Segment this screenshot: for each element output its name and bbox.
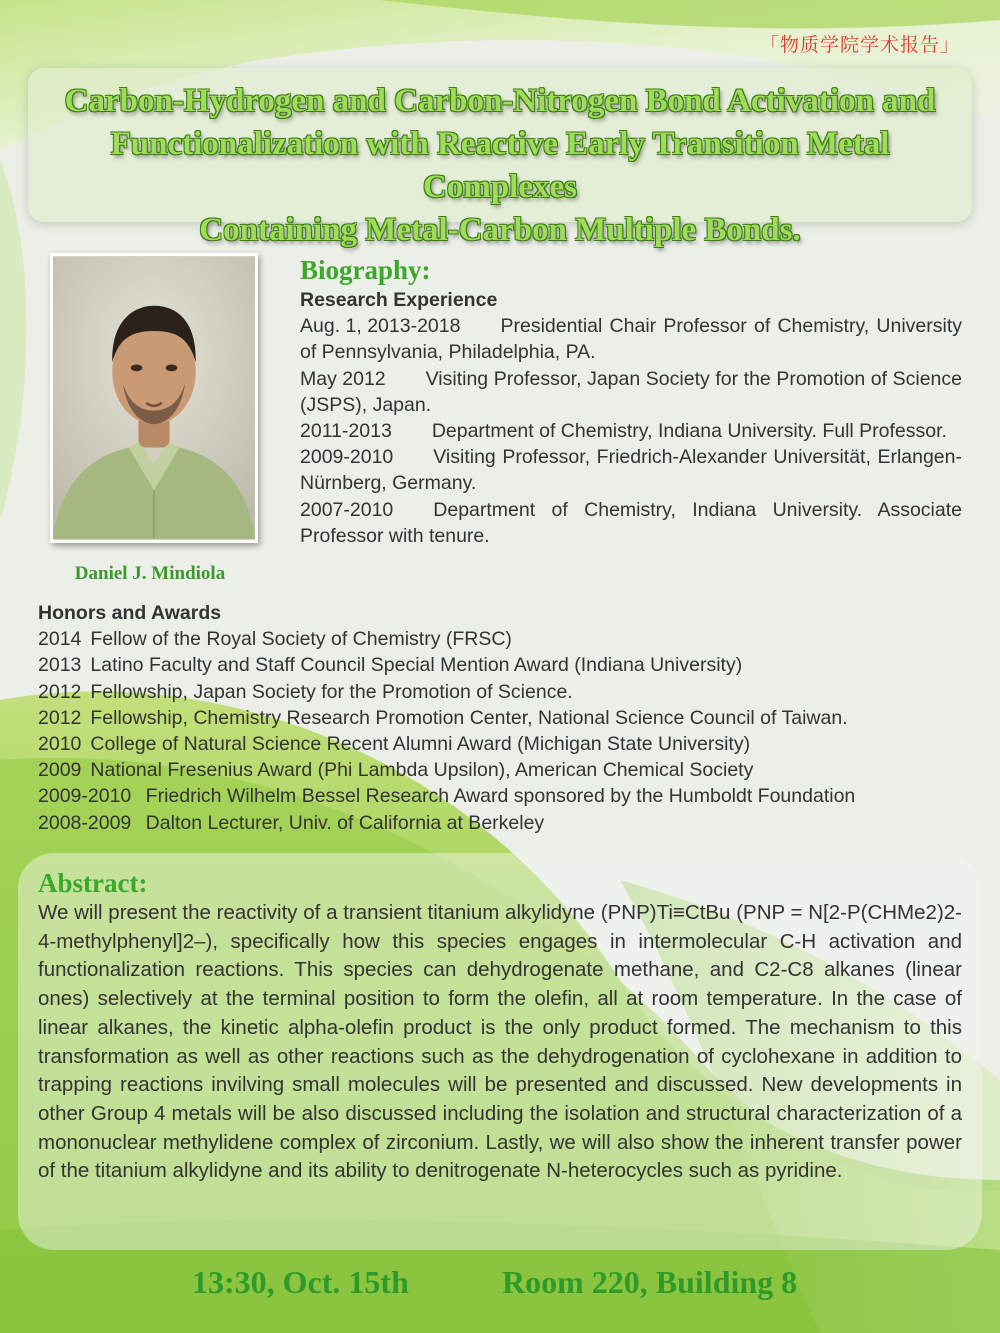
speaker-photo — [50, 253, 258, 543]
experience-date: 2009-2010 — [300, 446, 394, 469]
talk-title-line: Functionalization with Reactive Early Transition Metal Complexes — [110, 126, 890, 205]
award-item — [38, 783, 968, 809]
honors-heading: Honors and Awards — [38, 602, 222, 624]
award-year: 2009-2010 — [38, 785, 132, 808]
award-item — [38, 626, 968, 652]
abstract-heading: Abstract: — [38, 868, 148, 898]
award-text: Fellow of the Royal Society of Chemistry (FRSC) — [90, 628, 512, 651]
speaker-portrait-image — [53, 256, 255, 540]
award-year: 2012 — [38, 706, 82, 729]
experience-entry — [300, 366, 962, 418]
award-text: Fellowship, Chemistry Research Promotion Center, National Science Council of Taiwan. — [90, 706, 848, 729]
award-item — [38, 679, 968, 705]
experience-entry — [300, 497, 962, 549]
award-item — [38, 652, 968, 678]
award-item — [38, 810, 968, 836]
experience-date: 2011-2013 — [300, 420, 392, 443]
research-experience-heading: Research Experience — [300, 289, 498, 311]
speaker-name: Daniel J. Mindiola — [74, 563, 226, 584]
award-year: 2013 — [38, 654, 82, 677]
award-text: Dalton Lecturer, Univ. of California at Berkeley — [140, 811, 545, 834]
research-experience-section — [300, 287, 962, 549]
biography-heading: Biography: — [300, 255, 431, 285]
event-location: Room 220, Building 8 — [502, 1264, 798, 1300]
award-year: 2014 — [38, 628, 82, 651]
experience-text: Visiting Professor, Japan Society for the Promotion of Science (JSPS), Japan. — [300, 367, 962, 416]
experience-text: Presidential Chair Professor of Chemistry, University of Pennsylvania, Philadelphia, PA. — [300, 315, 962, 364]
award-year: 2010 — [38, 733, 82, 756]
experience-entry — [300, 313, 962, 365]
award-year: 2009 — [38, 759, 82, 782]
event-time: 13:30, Oct. 15th — [192, 1264, 409, 1300]
award-text: College of Natural Science Recent Alumni Award (Michigan State University) — [90, 733, 751, 756]
award-text: National Fresenius Award (Phi Lambda Upsilon), American Chemical Society — [90, 759, 754, 782]
experience-text: Department of Chemistry, Indiana University. Full Professor. — [431, 420, 947, 443]
award-text: Latino Faculty and Staff Council Special Mention Award (Indiana University) — [90, 654, 743, 677]
talk-title — [40, 80, 960, 252]
award-year: 2008-2009 — [38, 811, 132, 834]
experience-entry — [300, 418, 962, 444]
experience-date: May 2012 — [300, 367, 386, 390]
experience-date: 2007-2010 — [300, 498, 394, 521]
honors-section — [38, 600, 968, 836]
award-year: 2012 — [38, 680, 82, 703]
award-item — [38, 757, 968, 783]
award-text: Friedrich Wilhelm Bessel Research Award sponsored by the Humboldt Foundation — [140, 785, 856, 808]
award-item — [38, 731, 968, 757]
experience-entry — [300, 444, 962, 496]
award-item — [38, 705, 968, 731]
talk-title-line: Carbon-Hydrogen and Carbon-Nitrogen Bond Activation and — [64, 83, 936, 119]
lecture-series-label: 「物质学院学术报告」 — [759, 34, 960, 56]
experience-text: Visiting Professor, Friedrich-Alexander Universität, Erlangen-Nürnberg, Germany. — [300, 446, 962, 495]
award-text: Fellowship, Japan Society for the Promotion of Science. — [90, 680, 573, 703]
experience-date: Aug. 1, 2013-2018 — [300, 315, 461, 338]
talk-title-line: Containing Metal-Carbon Multiple Bonds. — [199, 212, 801, 248]
experience-text: Department of Chemistry, Indiana University. Associate Professor with tenure. — [300, 498, 962, 547]
abstract-body: We will present the reactivity of a transient titanium alkylidyne (PNP)Ti≡CtBu (PNP = N[2-P(CHMe2)2-4-methylphenyl]2–), specifically how this species engages in intermolecular C-H activation and functionalization reactions. This species can dehydrogenate methane, and C2-C8 alkanes (linear ones) selectively at the terminal position to form the olefin, all at room temperature. In the case of linear alkanes, the kinetic alpha-olefin product is the only product formed. The mechanism to this transformation as well as other reactions such as the dehydrogenation of cyclohexane in addition to trapping reactions invilving small molecules will be presented and discussed. New developments in other Group 4 metals will be also discussed including the isolation and structural characterization of a mononuclear methylidene complex of zirconium. Lastly, we will also show the inherent transfer power of the titanium alkylidyne and its ability to denitrogenate N-heterocycles such as pyridine. — [38, 901, 962, 1183]
